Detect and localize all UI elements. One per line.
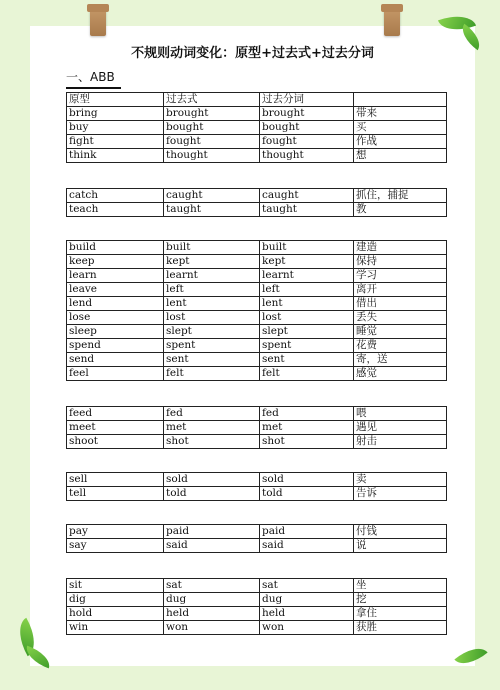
base-form-cell: pay: [67, 525, 164, 539]
base-form-cell: learn: [67, 269, 164, 283]
meaning-cell: 卖: [354, 473, 447, 487]
meaning-cell: 买: [354, 121, 447, 135]
meaning-cell: 说: [354, 539, 447, 553]
past-tense-cell: shot: [164, 435, 260, 449]
base-form-cell: win: [67, 621, 164, 635]
meaning-cell: 告诉: [354, 487, 447, 501]
meaning-cell: 抓住，捕捉: [354, 189, 447, 203]
base-form-cell: buy: [67, 121, 164, 135]
header-cell: [354, 93, 447, 107]
meaning-cell: 借出: [354, 297, 447, 311]
past-participle-cell: taught: [260, 203, 354, 217]
table-row: [67, 539, 447, 553]
meaning-cell: 感觉: [354, 367, 447, 381]
verb-table-7: [66, 578, 447, 635]
base-form-cell: lose: [67, 311, 164, 325]
base-form-cell: say: [67, 539, 164, 553]
past-tense-cell: held: [164, 607, 260, 621]
past-tense-cell: caught: [164, 189, 260, 203]
meaning-cell: 作战: [354, 135, 447, 149]
past-participle-cell: sat: [260, 579, 354, 593]
meaning-cell: 花费: [354, 339, 447, 353]
base-form-cell: feed: [67, 407, 164, 421]
past-tense-cell: won: [164, 621, 260, 635]
meaning-cell: 带来: [354, 107, 447, 121]
table-row: [67, 189, 447, 203]
past-tense-cell: met: [164, 421, 260, 435]
meaning-cell: 建造: [354, 241, 447, 255]
table-row: [67, 149, 447, 163]
past-participle-cell: brought: [260, 107, 354, 121]
table-row: [67, 621, 447, 635]
base-form-cell: sell: [67, 473, 164, 487]
past-participle-cell: caught: [260, 189, 354, 203]
past-participle-cell: built: [260, 241, 354, 255]
table-row: [67, 579, 447, 593]
past-participle-cell: fed: [260, 407, 354, 421]
base-form-cell: tell: [67, 487, 164, 501]
meaning-cell: 学习: [354, 269, 447, 283]
base-form-cell: feel: [67, 367, 164, 381]
past-tense-cell: lost: [164, 311, 260, 325]
base-form-cell: teach: [67, 203, 164, 217]
table-header-row: [67, 93, 447, 107]
verb-table-1: [66, 92, 447, 163]
past-tense-cell: told: [164, 487, 260, 501]
table-row: [67, 367, 447, 381]
past-tense-cell: fed: [164, 407, 260, 421]
table-row: [67, 339, 447, 353]
past-participle-cell: shot: [260, 435, 354, 449]
past-participle-cell: spent: [260, 339, 354, 353]
past-participle-cell: dug: [260, 593, 354, 607]
meaning-cell: 离开: [354, 283, 447, 297]
meaning-cell: 挖: [354, 593, 447, 607]
past-participle-cell: met: [260, 421, 354, 435]
base-form-cell: send: [67, 353, 164, 367]
past-tense-cell: lent: [164, 297, 260, 311]
past-participle-cell: fought: [260, 135, 354, 149]
meaning-cell: 寄，送: [354, 353, 447, 367]
base-form-cell: leave: [67, 283, 164, 297]
past-participle-cell: sent: [260, 353, 354, 367]
base-form-cell: fight: [67, 135, 164, 149]
meaning-cell: 遇见: [354, 421, 447, 435]
table-row: [67, 421, 447, 435]
base-form-cell: hold: [67, 607, 164, 621]
table-row: [67, 407, 447, 421]
table-row: [67, 255, 447, 269]
past-tense-cell: slept: [164, 325, 260, 339]
past-participle-cell: sold: [260, 473, 354, 487]
past-participle-cell: left: [260, 283, 354, 297]
past-participle-cell: said: [260, 539, 354, 553]
past-tense-cell: sent: [164, 353, 260, 367]
past-tense-cell: thought: [164, 149, 260, 163]
past-participle-cell: bought: [260, 121, 354, 135]
past-tense-cell: said: [164, 539, 260, 553]
table-row: [67, 311, 447, 325]
table-row: [67, 203, 447, 217]
verb-table-5: [66, 472, 447, 501]
verb-table-2: [66, 188, 447, 217]
clip-right: [384, 6, 400, 36]
meaning-cell: 丢失: [354, 311, 447, 325]
section-heading: 一、ABB: [66, 68, 115, 87]
table-row: [67, 121, 447, 135]
table-row: [67, 269, 447, 283]
table-row: [67, 107, 447, 121]
past-tense-cell: paid: [164, 525, 260, 539]
past-participle-cell: paid: [260, 525, 354, 539]
meaning-cell: 喂: [354, 407, 447, 421]
table-row: [67, 473, 447, 487]
base-form-cell: meet: [67, 421, 164, 435]
meaning-cell: 射击: [354, 435, 447, 449]
table-row: [67, 487, 447, 501]
table-row: [67, 525, 447, 539]
past-participle-cell: held: [260, 607, 354, 621]
past-participle-cell: slept: [260, 325, 354, 339]
base-form-cell: lend: [67, 297, 164, 311]
past-participle-cell: felt: [260, 367, 354, 381]
table-row: [67, 607, 447, 621]
verb-table-6: [66, 524, 447, 553]
past-participle-cell: won: [260, 621, 354, 635]
meaning-cell: 拿住: [354, 607, 447, 621]
past-participle-cell: thought: [260, 149, 354, 163]
base-form-cell: bring: [67, 107, 164, 121]
base-form-cell: build: [67, 241, 164, 255]
meaning-cell: 坐: [354, 579, 447, 593]
verb-table-3: [66, 240, 447, 381]
past-tense-cell: dug: [164, 593, 260, 607]
table-row: [67, 325, 447, 339]
verb-table-4: [66, 406, 447, 449]
past-tense-cell: sold: [164, 473, 260, 487]
base-form-cell: sleep: [67, 325, 164, 339]
table-row: [67, 241, 447, 255]
past-tense-cell: fought: [164, 135, 260, 149]
table-row: [67, 593, 447, 607]
past-tense-cell: brought: [164, 107, 260, 121]
meaning-cell: 付钱: [354, 525, 447, 539]
past-participle-cell: lent: [260, 297, 354, 311]
past-tense-cell: kept: [164, 255, 260, 269]
past-tense-cell: spent: [164, 339, 260, 353]
base-form-cell: keep: [67, 255, 164, 269]
meaning-cell: 保持: [354, 255, 447, 269]
base-form-cell: catch: [67, 189, 164, 203]
past-tense-cell: sat: [164, 579, 260, 593]
past-participle-cell: lost: [260, 311, 354, 325]
past-participle-cell: learnt: [260, 269, 354, 283]
header-cell: 过去式: [164, 93, 260, 107]
base-form-cell: shoot: [67, 435, 164, 449]
base-form-cell: dig: [67, 593, 164, 607]
table-row: [67, 353, 447, 367]
table-row: [67, 283, 447, 297]
past-tense-cell: bought: [164, 121, 260, 135]
meaning-cell: 睡觉: [354, 325, 447, 339]
past-participle-cell: told: [260, 487, 354, 501]
header-cell: 过去分词: [260, 93, 354, 107]
base-form-cell: spend: [67, 339, 164, 353]
table-row: [67, 297, 447, 311]
page-title: 不规则动词变化：原型+过去式+过去分词: [131, 46, 374, 61]
past-tense-cell: left: [164, 283, 260, 297]
past-tense-cell: built: [164, 241, 260, 255]
past-tense-cell: felt: [164, 367, 260, 381]
base-form-cell: think: [67, 149, 164, 163]
meaning-cell: 获胜: [354, 621, 447, 635]
header-cell: 原型: [67, 93, 164, 107]
past-participle-cell: kept: [260, 255, 354, 269]
meaning-cell: 教: [354, 203, 447, 217]
past-tense-cell: taught: [164, 203, 260, 217]
base-form-cell: sit: [67, 579, 164, 593]
table-row: [67, 435, 447, 449]
meaning-cell: 想: [354, 149, 447, 163]
clip-left: [90, 6, 106, 36]
past-tense-cell: learnt: [164, 269, 260, 283]
table-row: [67, 135, 447, 149]
